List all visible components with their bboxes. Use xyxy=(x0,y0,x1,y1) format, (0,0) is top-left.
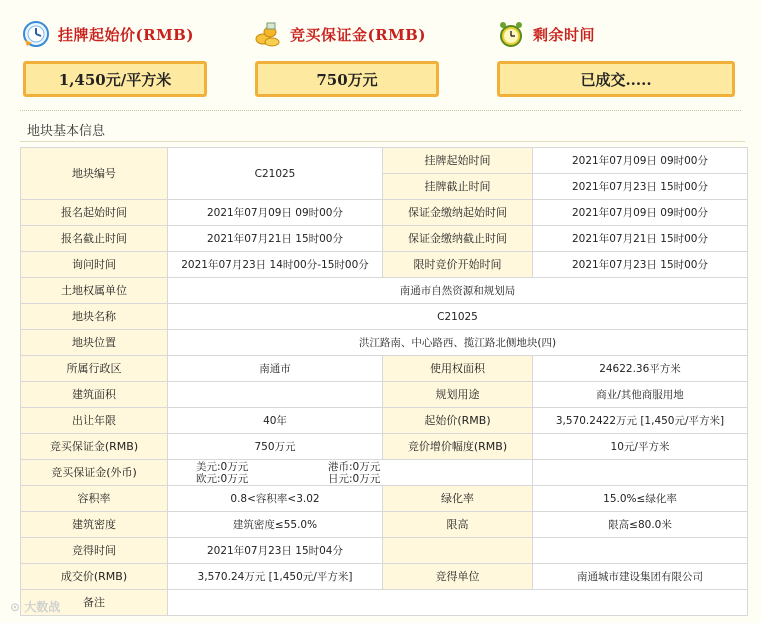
eur-deposit: 欧元:0万元 xyxy=(196,472,249,485)
cell-value: 3,570.2422万元 [1,450元/平方米] xyxy=(533,408,748,434)
cell-empty xyxy=(533,460,748,486)
table-row xyxy=(21,330,748,356)
cell-key: 竞得单位 xyxy=(383,564,533,590)
cell-key: 竞买保证金(RMB) xyxy=(21,434,168,460)
jpy-deposit: 日元:0万元 xyxy=(328,472,381,485)
cell-key: 地块编号 xyxy=(21,148,168,200)
cell-key: 挂牌截止时间 xyxy=(383,174,533,200)
cell-value xyxy=(168,590,748,616)
cell-key: 报名截止时间 xyxy=(21,226,168,252)
cell-key: 建筑密度 xyxy=(21,512,168,538)
header-divider xyxy=(20,110,741,111)
cell-value xyxy=(533,538,748,564)
cell-key: 使用权面积 xyxy=(383,356,533,382)
remaining-title: 剩余时间 xyxy=(533,25,596,44)
cell-key: 地块位置 xyxy=(21,330,168,356)
table-row xyxy=(21,434,748,460)
cell-value: 2021年07月21日 15时00分 xyxy=(168,226,383,252)
cell-value: 15.0%≤绿化率 xyxy=(533,486,748,512)
table-row xyxy=(21,304,748,330)
table-row xyxy=(21,538,748,564)
cell-value: 南通城市建设集团有限公司 xyxy=(533,564,748,590)
cell-value xyxy=(168,382,383,408)
watermark xyxy=(10,598,60,615)
cell-value: 0.8<容积率<3.02 xyxy=(168,486,383,512)
table-row xyxy=(21,512,748,538)
cell-value: 750万元 xyxy=(168,434,383,460)
cell-value: 40年 xyxy=(168,408,383,434)
deposit-value: 750万元 xyxy=(255,61,439,97)
table-row xyxy=(21,226,748,252)
foreign-deposit-col xyxy=(196,461,328,485)
cell-key xyxy=(383,538,533,564)
land-info-table xyxy=(20,147,748,616)
table-row xyxy=(21,148,748,174)
table-row xyxy=(21,564,748,590)
table-row xyxy=(21,460,748,486)
cell-key: 起始价(RMB) xyxy=(383,408,533,434)
section-title: 地块基本信息 xyxy=(27,124,106,139)
cell-key: 地块名称 xyxy=(21,304,168,330)
cell-value: 24622.36平方米 xyxy=(533,356,748,382)
cell-key: 土地权属单位 xyxy=(21,278,168,304)
cell-key: 询问时间 xyxy=(21,252,168,278)
cell-key: 竞得时间 xyxy=(21,538,168,564)
cell-key: 保证金缴纳截止时间 xyxy=(383,226,533,252)
cell-key: 竞买保证金(外币) xyxy=(21,460,168,486)
table-row xyxy=(21,356,748,382)
deposit-title-row xyxy=(254,18,426,50)
table-row xyxy=(21,590,748,616)
cell-value: 10元/平方米 xyxy=(533,434,748,460)
cell-value: 限高≤80.0米 xyxy=(533,512,748,538)
cell-value: 南通市自然资源和规划局 xyxy=(168,278,748,304)
cell-value: 3,570.24万元 [1,450元/平方米] xyxy=(168,564,383,590)
cell-key: 限高 xyxy=(383,512,533,538)
start-price-title-row xyxy=(22,18,194,50)
cell-value: 2021年07月09日 09时00分 xyxy=(533,200,748,226)
gold-coins-icon xyxy=(254,20,282,48)
table-row xyxy=(21,252,748,278)
cell-value: 商业/其他商服用地 xyxy=(533,382,748,408)
cell-value: 2021年07月23日 14时00分-15时00分 xyxy=(168,252,383,278)
start-price-value: 1,450元/平方米 xyxy=(23,61,207,97)
clock-icon xyxy=(22,20,50,48)
cell-key: 挂牌起始时间 xyxy=(383,148,533,174)
table-row xyxy=(21,408,748,434)
watermark-logo-icon: ⊙ xyxy=(10,600,21,614)
table-row xyxy=(21,200,748,226)
section-divider xyxy=(20,141,745,142)
watermark-text: 大数战 xyxy=(24,600,61,614)
hkd-deposit: 港币:0万元 xyxy=(328,460,381,473)
start-price-title: 挂牌起始价(RMB) xyxy=(58,25,194,44)
cell-key: 保证金缴纳起始时间 xyxy=(383,200,533,226)
cell-key: 建筑面积 xyxy=(21,382,168,408)
cell-value: 2021年07月23日 15时00分 xyxy=(533,252,748,278)
summary-header xyxy=(0,0,761,112)
cell-key: 出让年限 xyxy=(21,408,168,434)
cell-key: 限时竞价开始时间 xyxy=(383,252,533,278)
cell-value: 洪江路南、中心路西、揽江路北侧地块(四) xyxy=(168,330,748,356)
cell-key: 竞价增价幅度(RMB) xyxy=(383,434,533,460)
deposit-title: 竞买保证金(RMB) xyxy=(290,25,426,44)
table-row xyxy=(21,486,748,512)
cell-key: 容积率 xyxy=(21,486,168,512)
cell-value: 2021年07月21日 15时00分 xyxy=(533,226,748,252)
table-row xyxy=(21,382,748,408)
cell-value: 建筑密度≤55.0% xyxy=(168,512,383,538)
cell-value: 南通市 xyxy=(168,356,383,382)
foreign-deposit-col xyxy=(328,461,380,485)
cell-value: 2021年07月09日 09时00分 xyxy=(168,200,383,226)
remaining-title-row xyxy=(497,18,595,50)
cell-value: C21025 xyxy=(168,148,383,200)
cell-value: 2021年07月23日 15时04分 xyxy=(168,538,383,564)
alarm-clock-icon xyxy=(497,20,525,48)
cell-key: 规划用途 xyxy=(383,382,533,408)
cell-key: 备注 xyxy=(21,590,168,616)
cell-key: 报名起始时间 xyxy=(21,200,168,226)
cell-value: 2021年07月23日 15时00分 xyxy=(533,174,748,200)
cell-value: 2021年07月09日 09时00分 xyxy=(533,148,748,174)
foreign-deposit-cell xyxy=(168,460,533,486)
cell-value: C21025 xyxy=(168,304,748,330)
usd-deposit: 美元:0万元 xyxy=(196,460,249,473)
cell-key: 所属行政区 xyxy=(21,356,168,382)
remaining-value: 已成交..... xyxy=(497,61,735,97)
table-row xyxy=(21,278,748,304)
cell-key: 绿化率 xyxy=(383,486,533,512)
cell-key: 成交价(RMB) xyxy=(21,564,168,590)
